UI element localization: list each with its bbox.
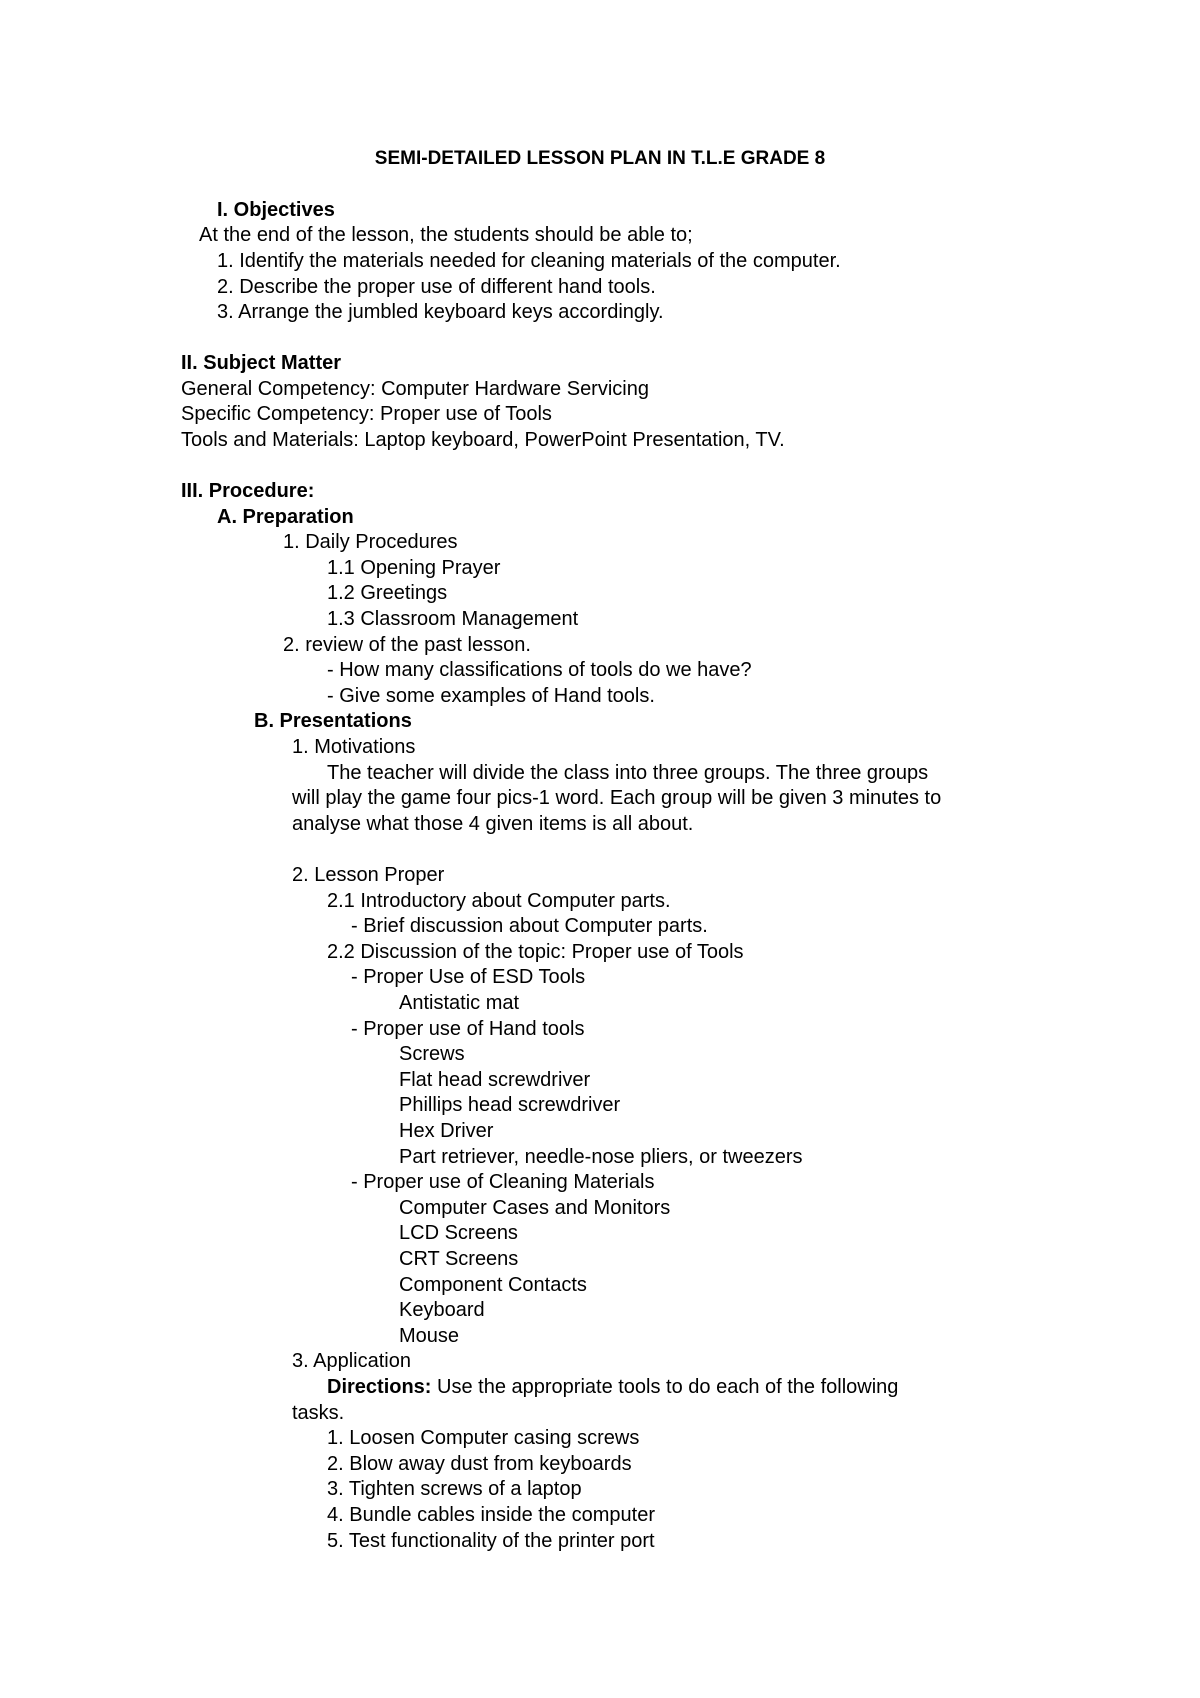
- introductory-computer-parts: 2.1 Introductory about Computer parts.: [327, 890, 671, 912]
- cleaning-item: CRT Screens: [399, 1248, 519, 1270]
- motivations: 1. Motivations: [292, 736, 416, 758]
- task-item: 4. Bundle cables inside the computer: [327, 1504, 655, 1526]
- objectives-intro: At the end of the lesson, the students should be able to;: [199, 224, 693, 246]
- hand-tool-item: Phillips head screwdriver: [399, 1094, 621, 1116]
- objective-item: 2. Describe the proper use of different hand tools.: [217, 276, 656, 298]
- hand-tool-item: Flat head screwdriver: [399, 1069, 591, 1091]
- objective-item: 1. Identify the materials needed for cleaning materials of the computer.: [217, 250, 841, 272]
- review-item: - How many classifications of tools do we have?: [327, 659, 752, 681]
- general-competency: General Competency: Computer Hardware Servicing: [181, 378, 649, 400]
- application: 3. Application: [292, 1350, 411, 1372]
- cleaning-item: LCD Screens: [399, 1222, 518, 1244]
- hand-tool-item: Part retriever, needle-nose pliers, or tweezers: [399, 1146, 803, 1168]
- presentations-heading: B. Presentations: [254, 710, 412, 732]
- task-item: 2. Blow away dust from keyboards: [327, 1453, 632, 1475]
- motivation-text-line: will play the game four pics-1 word. Each group will be given 3 minutes to: [292, 787, 942, 809]
- esd-item: Antistatic mat: [399, 992, 520, 1014]
- cleaning-materials: - Proper use of Cleaning Materials: [351, 1171, 655, 1193]
- cleaning-item: Computer Cases and Monitors: [399, 1197, 671, 1219]
- hand-tool-item: Screws: [399, 1043, 465, 1065]
- task-item: 5. Test functionality of the printer port: [327, 1530, 655, 1552]
- lesson-proper: 2. Lesson Proper: [292, 864, 445, 886]
- daily-item: 1.3 Classroom Management: [327, 608, 579, 630]
- document-title: SEMI-DETAILED LESSON PLAN IN T.L.E GRADE 8: [374, 148, 826, 169]
- directions-line: [327, 1375, 898, 1399]
- cleaning-item: Keyboard: [399, 1299, 485, 1321]
- review-past-lesson: 2. review of the past lesson.: [283, 634, 531, 656]
- esd-tools: - Proper Use of ESD Tools: [351, 966, 586, 988]
- topic-discussion: 2.2 Discussion of the topic: Proper use of Tools: [327, 941, 744, 963]
- cleaning-item: Mouse: [399, 1325, 460, 1347]
- motivation-text-line: The teacher will divide the class into three groups. The three groups: [327, 762, 929, 784]
- directions-text: Use the appropriate tools to do each of the following: [431, 1376, 899, 1398]
- preparation-heading: A. Preparation: [217, 506, 354, 528]
- specific-competency: Specific Competency: Proper use of Tools: [181, 403, 552, 425]
- daily-item: 1.2 Greetings: [327, 582, 448, 604]
- objectives-heading: I. Objectives: [217, 199, 335, 221]
- task-item: 3. Tighten screws of a laptop: [327, 1478, 582, 1500]
- brief-discussion: - Brief discussion about Computer parts.: [351, 915, 708, 937]
- review-item: - Give some examples of Hand tools.: [327, 685, 655, 707]
- motivation-text-line: analyse what those 4 given items is all about.: [292, 813, 694, 835]
- tools-and-materials: Tools and Materials: Laptop keyboard, PowerPoint Presentation, TV.: [181, 429, 785, 451]
- hand-tools: - Proper use of Hand tools: [351, 1018, 585, 1040]
- objective-item: 3. Arrange the jumbled keyboard keys accordingly.: [217, 301, 664, 323]
- cleaning-item: Component Contacts: [399, 1274, 587, 1296]
- directions-label: Directions:: [327, 1376, 432, 1398]
- daily-procedures: 1. Daily Procedures: [283, 531, 458, 553]
- hand-tool-item: Hex Driver: [399, 1120, 494, 1142]
- daily-item: 1.1 Opening Prayer: [327, 557, 501, 579]
- directions-continuation: tasks.: [292, 1402, 345, 1424]
- task-item: 1. Loosen Computer casing screws: [327, 1427, 640, 1449]
- procedure-heading: III. Procedure:: [181, 480, 315, 502]
- subject-matter-heading: II. Subject Matter: [181, 352, 342, 374]
